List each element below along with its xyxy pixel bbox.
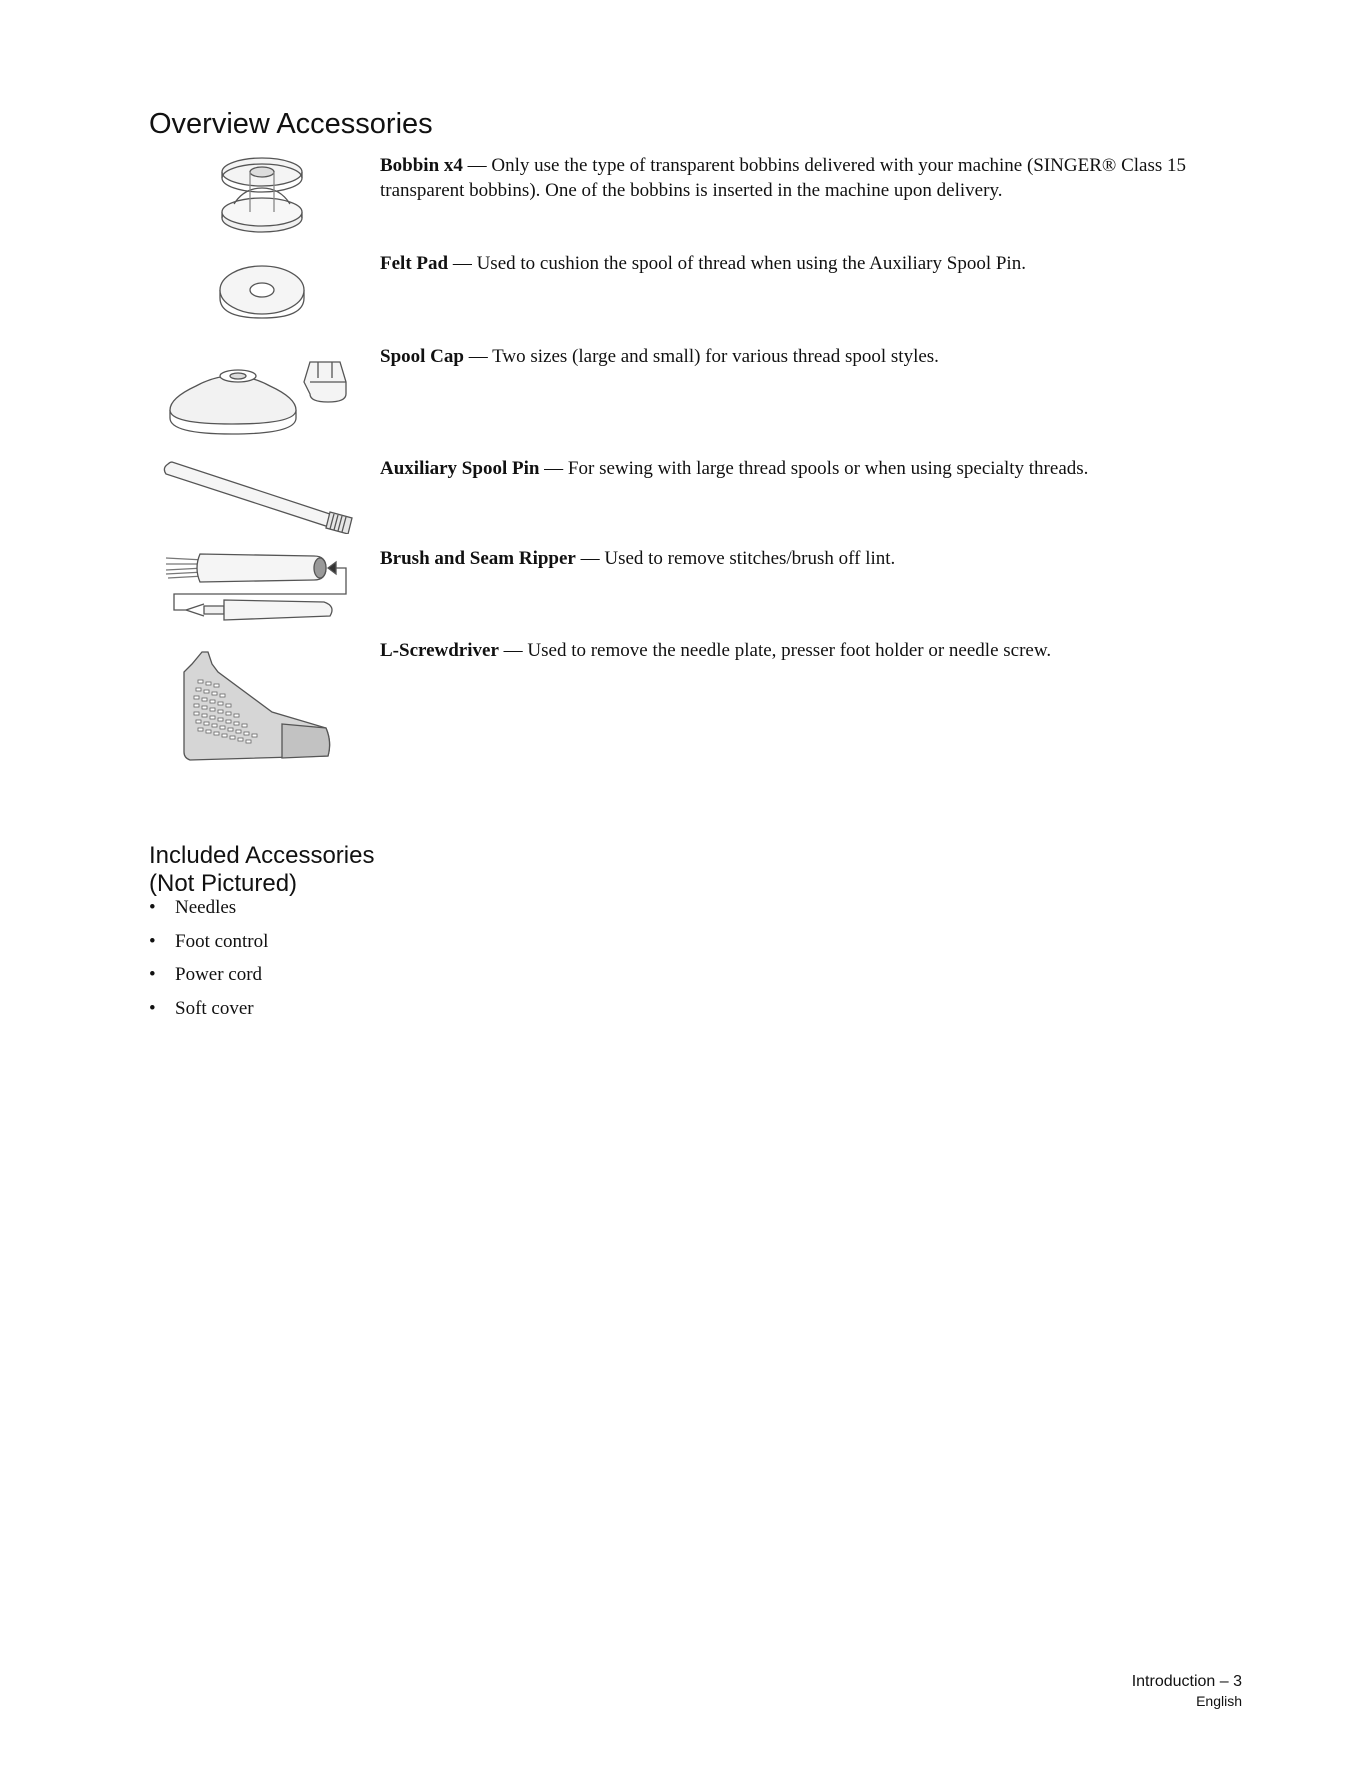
accessory-description: — Only use the type of transparent bobbins delivered with your machine (SINGER® Class 15 transparent bobbins). One of the bobbins is inserted in the machine upon delivery. [380,155,1187,201]
footer-section-page: Introduction – 3 [1131,1673,1242,1690]
accessory-description: — Used to cushion the spool of thread when using the Auxiliary Spool Pin. [448,253,1026,274]
accessory-name: Felt Pad [380,253,449,274]
included-accessories-title [149,842,374,898]
accessory-name: Spool Cap [380,346,464,367]
brush-seam-ripper-icon [164,550,356,626]
bullet: • [149,964,156,985]
list-item-text: Needles [175,897,237,918]
page-footer [1132,1672,1242,1710]
accessory-felt-pad [380,251,1210,276]
spool-cap-icon [166,358,352,440]
list-item-text: Foot control [175,930,269,952]
accessory-l-screwdriver [380,638,1210,663]
list-item [149,965,268,999]
bullet: • [149,930,156,952]
accessory-description: — Used to remove stitches/brush off lint. [575,548,896,569]
list-item [149,898,268,932]
bullet: • [149,997,156,1019]
accessory-description: — Two sizes (large and small) for various thread spool styles. [463,346,939,367]
list-item-text: Soft cover [175,997,254,1019]
accessory-brush-seam-ripper [380,546,1210,571]
list-item-text: Power cord [175,964,263,985]
included-title-line-1: Included Accessories [149,842,375,869]
included-accessories-list [149,898,268,1032]
accessory-spool-pin [380,456,1210,481]
page-title: Overview Accessories [149,108,433,140]
accessory-description: — Used to remove the needle plate, presser foot holder or needle screw. [498,640,1052,661]
l-screwdriver-icon [182,648,334,764]
list-item [149,932,268,966]
accessory-spool-cap [380,344,1210,369]
accessory-name: L-Screwdriver [380,640,499,661]
included-title-line-2: (Not Pictured) [149,870,298,897]
footer-language: English [1196,1693,1242,1709]
list-item [149,999,268,1033]
accessory-name: Bobbin x4 [380,155,463,176]
bullet: • [149,897,156,918]
spool-pin-icon [162,458,358,534]
bobbin-icon [214,152,310,240]
accessory-description: — For sewing with large thread spools or when using specialty threads. [539,458,1089,479]
felt-pad-icon [214,262,310,324]
accessory-name: Brush and Seam Ripper [380,548,576,569]
accessory-name: Auxiliary Spool Pin [380,458,540,479]
accessory-bobbin [380,153,1210,203]
